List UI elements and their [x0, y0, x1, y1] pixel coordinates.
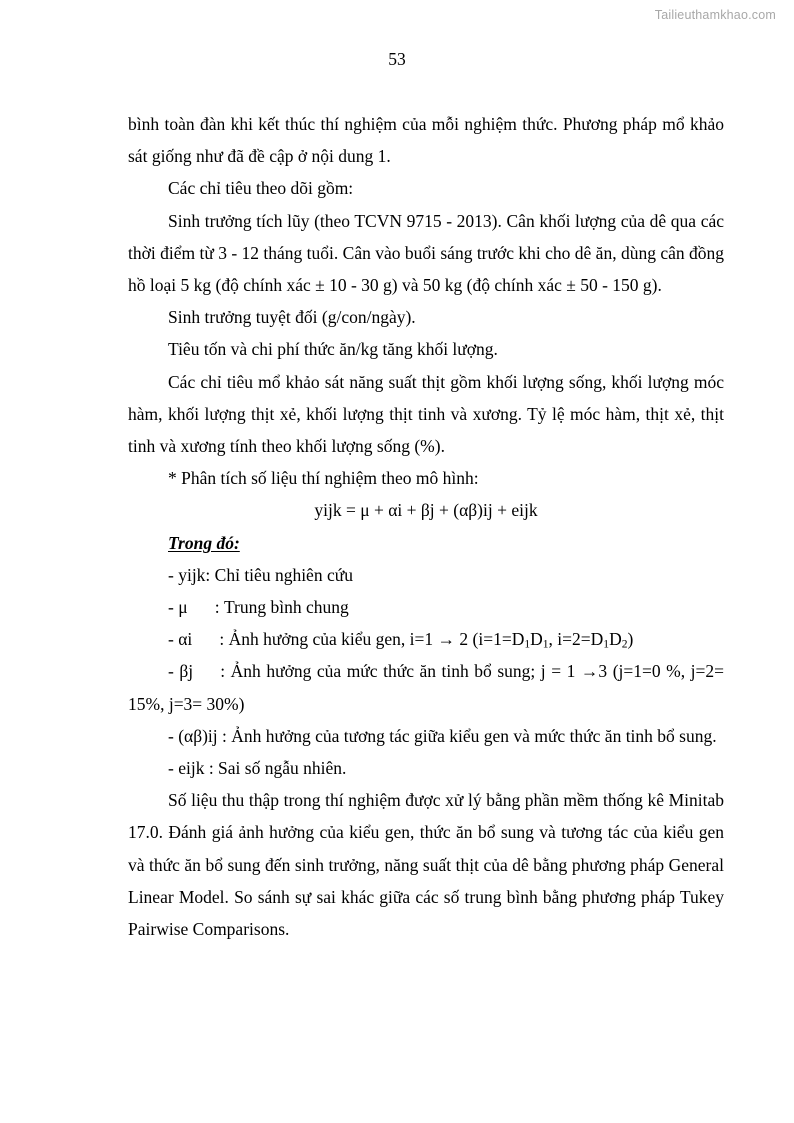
- genotype-subscript-3: 1: [603, 638, 610, 651]
- definition-beta-j: [128, 655, 724, 719]
- page-number: 53: [388, 49, 406, 69]
- paragraph-indicators-intro: Các chỉ tiêu theo dõi gồm:: [168, 178, 354, 199]
- definition-alpha-i-text-d: D: [609, 629, 622, 650]
- definition-beta-j-text: : Ảnh hưởng của mức thức ăn tinh bổ sung; j = 1 →3 (j=1=0 %, j=2= 15%, j=3= 30%): [128, 661, 724, 714]
- watermark-text: Tailieuthamkhao.com: [654, 8, 776, 22]
- definition-alpha-i-symbol: - αi: [168, 629, 193, 650]
- paragraph-model-analysis: * Phân tích số liệu thí nghiệm theo mô hình:: [168, 468, 479, 489]
- definition-eijk: - eijk : Sai số ngẫu nhiên.: [168, 758, 347, 779]
- where-label: [128, 527, 724, 559]
- statistical-model-formula: yijk = μ + αi + βj + (αβ)ij + eijk: [314, 500, 538, 521]
- where-label-text: Trong đó:: [168, 532, 240, 553]
- definition-beta-j-symbol: - βj: [168, 661, 194, 682]
- definition-alpha-i-text-b: D: [530, 629, 543, 650]
- paragraph-feed-cost: Tiêu tốn và chi phí thức ăn/kg tăng khối lượng.: [168, 339, 498, 360]
- paragraph-carcass-indicators: Các chỉ tiêu mổ khảo sát năng suất thịt gồm khối lượng sống, khối lượng móc hàm, khối lượng thịt xẻ, khối lượng thịt tinh và xương. Tỷ lệ móc hàm, thịt xẻ, thịt tinh và xương tính theo khối lượng sống (%).: [128, 371, 724, 457]
- definition-alpha-i-text-c: , i=2=D: [548, 629, 604, 650]
- genotype-subscript-2: 1: [542, 638, 549, 651]
- definition-mu-symbol: - μ: [168, 597, 188, 618]
- body-text-block: [128, 108, 724, 945]
- paragraph-absolute-growth: Sinh trưởng tuyệt đối (g/con/ngày).: [168, 307, 416, 328]
- genotype-subscript-4: 2: [621, 638, 628, 651]
- definition-alpha-i-text-a: : Ảnh hưởng của kiểu gen, i=1 → 2 (i=1=D: [219, 629, 525, 650]
- definition-mu-text: : Trung bình chung: [214, 597, 349, 618]
- paragraph-statistical-software: Số liệu thu thập trong thí nghiệm được xử lý bằng phần mềm thống kê Minitab 17.0. Đánh giá ảnh hưởng của kiểu gen, thức ăn bổ sung và tương tác của kiểu gen và thức ăn bổ sung đến sinh trưởng, năng suất thịt của dê bằng phương pháp General Linear Model. So sánh sự sai khác giữa các số trung bình bằng phương pháp Tukey Pairwise Comparisons.: [128, 790, 724, 940]
- paragraph-continuation: bình toàn đàn khi kết thúc thí nghiệm của mỗi nghiệm thức. Phương pháp mổ khảo sát giống như đã đề cập ở nội dung 1.: [128, 114, 724, 167]
- paragraph-cumulative-growth: Sinh trưởng tích lũy (theo TCVN 9715 - 2013). Cân khối lượng của dê qua các thời điểm từ 3 - 12 tháng tuổi. Cân vào buổi sáng trước khi cho dê ăn, dùng cân đồng hồ loại 5 kg (độ chính xác ± 10 - 30 g) và 50 kg (độ chính xác ± 50 - 150 g).: [128, 210, 724, 296]
- definition-alpha-i-text-e: ): [627, 629, 634, 650]
- genotype-subscript-1: 1: [524, 638, 531, 651]
- definition-alpha-beta-ij: - (αβ)ij : Ảnh hưởng của tương tác giữa kiểu gen và mức thức ăn tinh bổ sung.: [168, 725, 717, 746]
- definition-alpha-i: [128, 623, 724, 655]
- definition-mu: [128, 591, 724, 623]
- definition-yijk: - yijk: Chỉ tiêu nghiên cứu: [168, 564, 353, 585]
